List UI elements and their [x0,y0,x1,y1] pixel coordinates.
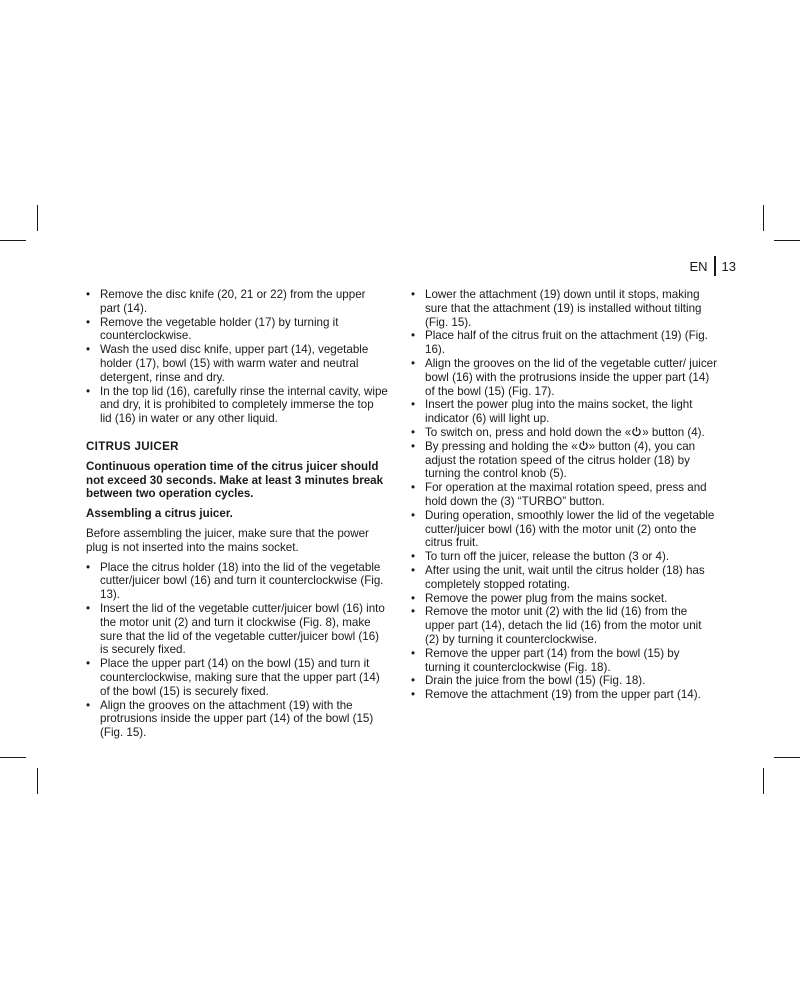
crop-mark [37,768,38,794]
cleaning-steps-list [86,288,388,426]
list-item: • Remove the power plug from the mains socket. [411,592,717,606]
list-item: • In the top lid (16), carefully rinse the internal cavity, wipe and dry, it is prohibited to completely immerse the top lid (16) in water or any other liquid. [86,385,388,426]
crop-mark [37,205,38,231]
crop-mark [774,757,800,758]
intro-paragraph: Before assembling the juicer, make sure that the power plug is not inserted into the mains socket. [86,526,369,554]
list-item [411,440,717,481]
subheading: Assembling a citrus juicer. [86,507,233,521]
crop-mark [763,768,764,794]
page-number: 13 [721,258,736,274]
list-item: • Lower the attachment (19) down until it stops, making sure that the attachment (19) is installed without tilting (Fig. 15). [411,288,717,329]
list-item: • Remove the disc knife (20, 21 or 22) from the upper part (14). [86,288,388,316]
text-fragment: To switch on, press and hold down the « [425,425,632,439]
page-header [689,256,736,276]
list-item: • To turn off the juicer, release the button (3 or 4). [411,550,717,564]
power-icon [578,440,589,451]
list-item: • Place the upper part (14) on the bowl (15) and turn it counterclockwise, making sure that the upper part (14) of the bowl (15) is securely fixed. [86,657,388,698]
list-item: • Align the grooves on the attachment (19) with the protrusions inside the upper part (14) of the bowl (15) (Fig. 15). [86,699,388,740]
list-item: • Align the grooves on the lid of the vegetable cutter/ juicer bowl (16) with the protrusions inside the upper part (14) of the bowl (15) (Fig. 17). [411,357,717,398]
warning-text: Continuous operation time of the citrus juicer should not exceed 30 seconds. Make at least 3 minutes break between two operation cycles. [86,459,384,501]
section-heading: CITRUS JUICER [86,439,179,453]
list-item: • Remove the vegetable holder (17) by turning it counterclockwise. [86,316,388,344]
crop-mark [763,205,764,231]
header-divider [714,256,716,276]
list-item: • During operation, smoothly lower the lid of the vegetable cutter/juicer bowl (16) with the motor unit (2) onto the citrus fruit. [411,509,717,550]
text-fragment: » button (4), you can adjust the rotation speed of the citrus holder (18) by turning the control knob (5). [425,439,696,481]
left-column [86,288,388,740]
text-fragment: By pressing and holding the « [425,439,578,453]
text-fragment: » button (4). [642,425,705,439]
list-item: • Wash the used disc knife, upper part (14), vegetable holder (17), bowl (15) with warm water and neutral detergent, rinse and dry. [86,343,388,384]
list-item: • Place half of the citrus fruit on the attachment (19) (Fig. 16). [411,329,717,357]
list-item: • Remove the upper part (14) from the bowl (15) by turning it counterclockwise (Fig. 18). [411,647,717,675]
list-item: • Remove the attachment (19) from the upper part (14). [411,688,717,702]
list-item: • After using the unit, wait until the citrus holder (18) has completely stopped rotating. [411,564,717,592]
language-label: EN [689,258,708,274]
list-item: • Insert the lid of the vegetable cutter/juicer bowl (16) into the motor unit (2) and turn it clockwise (Fig. 8), make sure that the lid of the vegetable cutter/juicer bowl (16) is securely fixed. [86,602,388,657]
crop-mark [774,240,800,241]
right-column [411,288,717,702]
crop-mark [0,757,26,758]
assembly-steps-list [86,561,388,740]
power-icon [631,426,642,437]
crop-mark [0,240,26,241]
operation-steps-list [411,288,717,702]
list-item: • For operation at the maximal rotation speed, press and hold down the (3) “TURBO” button. [411,481,717,509]
list-item: • Remove the motor unit (2) with the lid (16) from the upper part (14), detach the lid (16) from the motor unit (2) by turning it counterclockwise. [411,605,717,646]
list-item: • Insert the power plug into the mains socket, the light indicator (6) will light up. [411,398,717,426]
list-item [411,426,717,440]
list-item: • Drain the juice from the bowl (15) (Fig. 18). [411,674,717,688]
list-item: • Place the citrus holder (18) into the lid of the vegetable cutter/juicer bowl (16) and turn it counterclockwise (Fig. 13). [86,561,388,602]
